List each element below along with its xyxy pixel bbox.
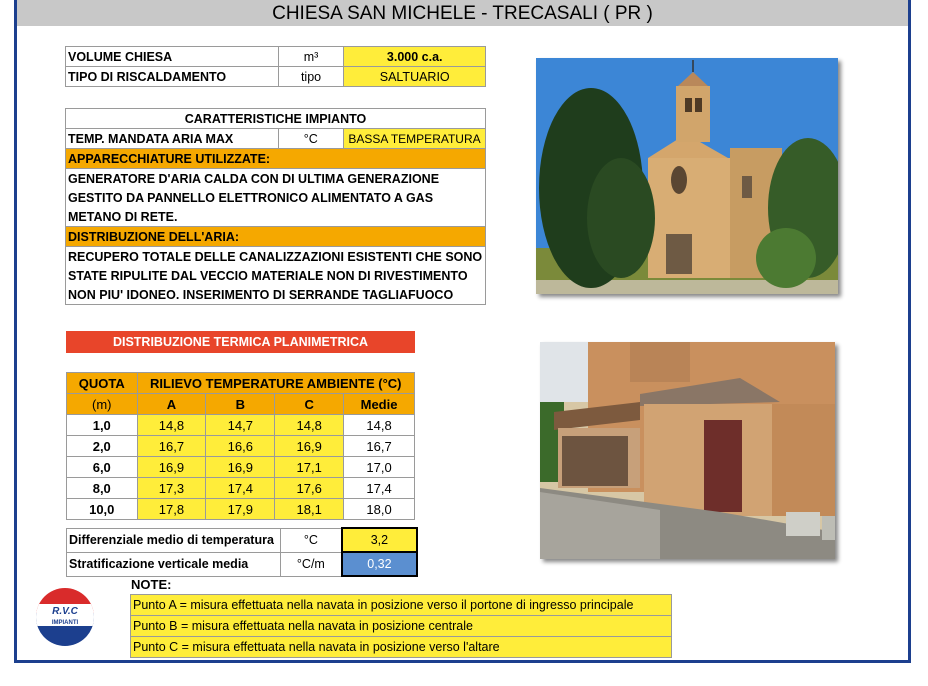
table-row [67, 436, 415, 457]
table-row [67, 478, 415, 499]
column-header: Medie [344, 394, 415, 415]
table-row [66, 47, 486, 67]
quota-cell: 2,0 [67, 436, 138, 457]
mean-cell: 17,4 [344, 478, 415, 499]
value-cell: 17,1 [275, 457, 344, 478]
table-row [67, 528, 418, 552]
side-entrance-photo [540, 342, 835, 559]
temp-unit: °C [278, 129, 343, 149]
distribuzione-banner: DISTRIBUZIONE TERMICA PLANIMETRICA [66, 331, 415, 353]
mean-cell: 14,8 [344, 415, 415, 436]
mean-cell: 17,0 [344, 457, 415, 478]
value-cell: 18,1 [275, 499, 344, 520]
value-cell: 14,7 [206, 415, 275, 436]
value-cell: 16,9 [137, 457, 206, 478]
distribuzione-line: NON PIU' IDONEO. INSERIMENTO DI SERRANDE TAGLIAFUOCO [66, 285, 486, 305]
riscaldamento-unit: tipo [278, 67, 344, 87]
table-row [66, 188, 486, 207]
value-cell: 17,6 [275, 478, 344, 499]
logo-text-bottom: IMPIANTI [51, 620, 79, 626]
table-row [66, 266, 486, 285]
table-row [66, 247, 486, 267]
stratificazione-unit: °C/m [280, 552, 341, 576]
table-row [66, 207, 486, 227]
apparecchiature-line: METANO DI RETE. [66, 207, 486, 227]
value-cell: 16,9 [206, 457, 275, 478]
differenziale-label: Differenziale medio di temperatura [67, 528, 281, 552]
quota-cell: 1,0 [67, 415, 138, 436]
value-cell: 17,8 [137, 499, 206, 520]
frame-bottom [14, 660, 911, 663]
impianto-heading: CARATTERISTICHE IMPIANTO [66, 109, 486, 129]
table-row [66, 67, 486, 87]
value-cell: 14,8 [275, 415, 344, 436]
note-item: Punto A = misura effettuata nella navata in posizione verso il portone di ingresso principale [131, 595, 672, 616]
mean-cell: 18,0 [344, 499, 415, 520]
rvc-logo [35, 580, 95, 654]
impianto-table [65, 108, 486, 305]
riscaldamento-value: SALTUARIO [344, 67, 486, 87]
stratificazione-label: Stratificazione verticale media [67, 552, 281, 576]
table-row [66, 109, 486, 129]
temp-label: TEMP. MANDATA ARIA MAX [66, 129, 279, 149]
column-header: B [206, 394, 275, 415]
logo-text-top: R.V.C [52, 606, 78, 617]
table-row [66, 227, 486, 247]
mean-cell: 16,7 [344, 436, 415, 457]
quota-cell: 6,0 [67, 457, 138, 478]
note-item: Punto B = misura effettuata nella navata in posizione centrale [131, 616, 672, 637]
differenziale-value: 3,2 [342, 528, 417, 552]
table-row [66, 129, 486, 149]
value-cell: 16,9 [275, 436, 344, 457]
column-header: A [137, 394, 206, 415]
table-row [66, 149, 486, 169]
stratificazione-value: 0,32 [342, 552, 417, 576]
table-row [67, 499, 415, 520]
column-header: C [275, 394, 344, 415]
distribuzione-heading: DISTRIBUZIONE DELL'ARIA: [66, 227, 486, 247]
value-cell: 17,9 [206, 499, 275, 520]
rilievo-header: RILIEVO TEMPERATURE AMBIENTE (°C) [137, 373, 414, 394]
table-row [66, 285, 486, 305]
table-row [67, 457, 415, 478]
volume-value: 3.000 c.a. [344, 47, 486, 67]
volume-unit: m³ [278, 47, 344, 67]
apparecchiature-line: GESTITO DA PANNELLO ELETTRONICO ALIMENTATO A GAS [66, 188, 486, 207]
table-row [67, 552, 418, 576]
distribuzione-line: STATE RIPULITE DAL VECCIO MATERIALE NON DI RIVESTIMENTO [66, 266, 486, 285]
value-cell: 14,8 [137, 415, 206, 436]
riscaldamento-label: TIPO DI RISCALDAMENTO [66, 67, 279, 87]
notes-label: NOTE: [131, 577, 172, 592]
church-facade-photo [536, 58, 838, 294]
quota-cell: 8,0 [67, 478, 138, 499]
table-row [131, 595, 672, 616]
table-header-row [67, 394, 415, 415]
general-table [65, 46, 486, 87]
page-title: CHIESA SAN MICHELE - TRECASALI ( PR ) [272, 3, 653, 24]
table-row [67, 415, 415, 436]
temperature-table [66, 372, 415, 520]
table-row [131, 616, 672, 637]
distribuzione-line: RECUPERO TOTALE DELLE CANALIZZAZIONI ESISTENTI CHE SONO [66, 247, 486, 267]
differenziale-unit: °C [280, 528, 341, 552]
apparecchiature-line: GENERATORE D'ARIA CALDA CON DI ULTIMA GENERAZIONE [66, 169, 486, 189]
quota-header: QUOTA [67, 373, 138, 394]
value-cell: 17,3 [137, 478, 206, 499]
quota-unit: (m) [67, 394, 138, 415]
value-cell: 16,6 [206, 436, 275, 457]
quota-cell: 10,0 [67, 499, 138, 520]
notes-table [130, 594, 672, 658]
apparecchiature-heading: APPARECCHIATURE UTILIZZATE: [66, 149, 486, 169]
table-row [131, 637, 672, 658]
value-cell: 17,4 [206, 478, 275, 499]
table-row [66, 169, 486, 189]
temp-value: BASSA TEMPERATURA [344, 129, 486, 149]
volume-label: VOLUME CHIESA [66, 47, 279, 67]
table-header-row [67, 373, 415, 394]
note-item: Punto C = misura effettuata nella navata in posizione verso l'altare [131, 637, 672, 658]
frame-left [14, 0, 17, 662]
summary-table [66, 527, 418, 577]
frame-right [908, 0, 911, 662]
value-cell: 16,7 [137, 436, 206, 457]
